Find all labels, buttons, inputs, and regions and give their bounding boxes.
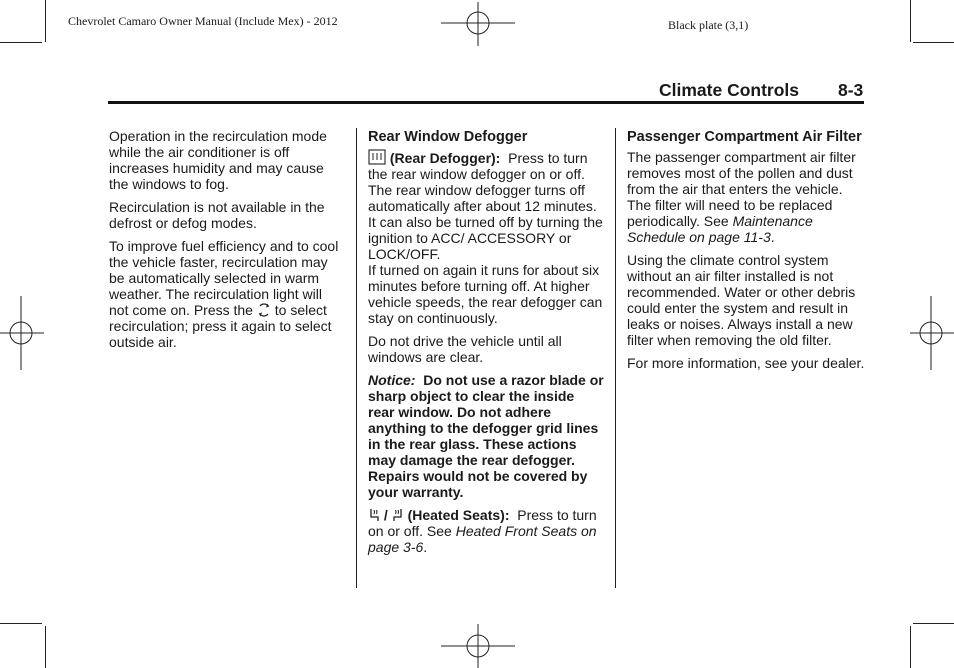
recirc-paragraph-2: Recirculation is not available in the defrost or defog modes.: [109, 199, 325, 231]
rear-defogger-heading: Rear Window Defogger: [368, 129, 528, 145]
maintenance-reference: Maintenance Schedule on page 11-3: [627, 213, 813, 245]
column-divider-2: [615, 128, 616, 588]
header-rule: [108, 101, 864, 104]
defogger-text: Press to turn the rear window defogger on or off. The rear window defogger turns off automatically after about 12 minutes. It can also be turned off by turning the ignition to ACC/ ACCESSORY or LOCK/OFF.: [368, 150, 603, 262]
defogger-text-2: If turned on again it runs for about six minutes before turning off. At higher vehicle speeds, the rear defogger can stay on continuously.: [368, 262, 603, 326]
section-title: Climate Controls: [659, 80, 800, 100]
air-filter-paragraph-3: For more information, see your dealer.: [627, 355, 865, 371]
crop-mark-top-right-h: [913, 42, 954, 43]
crop-mark-top-left-v: [45, 0, 46, 42]
crop-mark-bottom-right-h: [913, 623, 954, 624]
air-filter-heading: Passenger Compartment Air Filter: [627, 129, 862, 145]
air-filter-paragraph-1: [627, 149, 865, 245]
notice-text: Do not use a razor blade or sharp object to clear the inside rear window. Do not adhere anything to the defogger grid lines in the rear glass. These actions may damage the rear defogger. Repairs would not be covered by your warranty.: [368, 372, 604, 500]
plate-label: Black plate (3,1): [668, 18, 749, 32]
heated-seats-end: .: [423, 539, 428, 555]
column-1: [109, 128, 345, 357]
recirc-text-after: to select recirculation; press it again to select outside air.: [109, 302, 332, 350]
recirc-paragraph-3: [109, 238, 345, 350]
heated-seat-passenger-icon: [392, 508, 404, 522]
registration-mark-top-icon: [441, 2, 515, 46]
column-divider-1: [356, 128, 357, 588]
air-filter-end: .: [770, 229, 775, 245]
recirc-text-before: To improve fuel efficiency and to cool the vehicle faster, recirculation may be automatically selected in warm weather. The recirculation light will not come on. Press the: [109, 238, 339, 318]
heated-seats-slash: /: [383, 507, 388, 523]
no-drive-paragraph: Do not drive the vehicle until all windows are clear.: [368, 333, 562, 365]
registration-mark-left-icon: [0, 296, 44, 370]
column-3: [627, 128, 865, 378]
manual-title: Chevrolet Camaro Owner Manual (Include Mex) - 2012: [68, 14, 338, 28]
heated-seat-driver-icon: [368, 508, 380, 522]
defogger-label: (Rear Defogger):: [389, 150, 501, 166]
rear-defogger-icon: [368, 149, 386, 165]
recirculation-icon: [257, 303, 271, 317]
notice-paragraph: [368, 372, 604, 500]
defogger-paragraph: [368, 149, 604, 326]
registration-mark-right-icon: [910, 296, 954, 370]
registration-mark-bottom-icon: [441, 624, 515, 668]
crop-mark-top-left-h: [0, 42, 42, 43]
recirc-paragraph-1: Operation in the recirculation mode while the air conditioner is off increases humidity and may cause the windows to fog.: [109, 128, 327, 192]
page-number: 8-3: [838, 80, 864, 100]
column-2: [368, 128, 604, 562]
air-filter-text: The passenger compartment air filter removes most of the pollen and dust from the air that enters the vehicle. The filter will need to be replaced periodically. See: [627, 149, 856, 229]
heated-seats-reference: Heated Front Seats on page 3-6: [368, 523, 597, 555]
crop-mark-bottom-left-v: [45, 626, 46, 668]
crop-mark-top-right-v: [910, 0, 911, 42]
crop-mark-bottom-right-v: [910, 626, 911, 668]
heated-seats-paragraph: [368, 507, 604, 555]
heated-seats-text: Press to turn on or off. See: [368, 507, 597, 539]
crop-mark-bottom-left-h: [0, 623, 42, 624]
heated-seats-label: (Heated Seats):: [407, 507, 510, 523]
notice-label: Notice:: [368, 372, 416, 388]
air-filter-paragraph-2: Using the climate control system without an air filter installed is not recommended. Water or other debris could enter the system and result in leaks or noises. Always install a new filter when removing the old filter.: [627, 252, 856, 348]
